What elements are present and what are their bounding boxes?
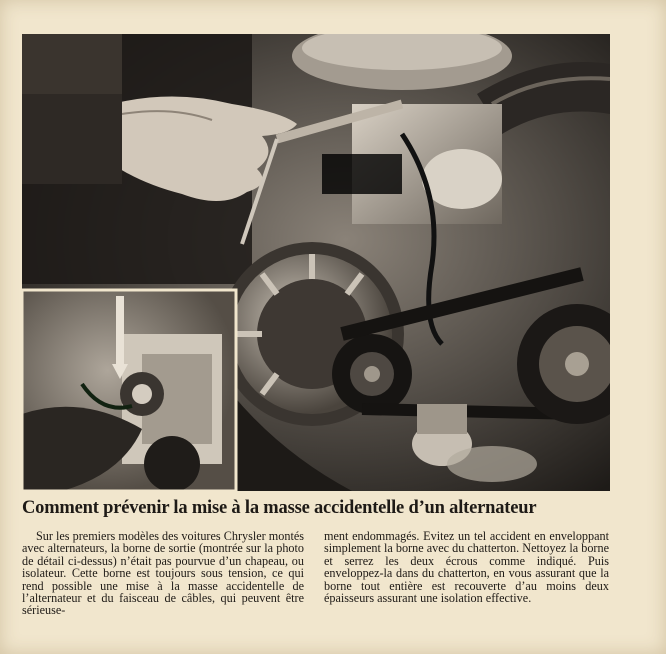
article-headline: Comment prévenir la mise à la masse accidentelle d’un alternateur bbox=[22, 498, 537, 518]
article-column-1: Sur les premiers modèles des voitures Chrysler montés avec alternateurs, la borne de sortie (montrée sur la photo de détail ci-dessus) n’était pas pourvue d’un chapeau, ou isolateur. Cette borne est toujours sous tension, ce qui rend possible une mise à la masse accidentelle de l’alternateur et du faisceau de câbles, qui peuvent être sérieuse- bbox=[22, 529, 304, 618]
article-column-2: ment endommagés. Evitez un tel accident en enveloppant simplement la borne avec du chatterton. Nettoyez la borne et serrez les deux écrous comme indiqué. Puis enveloppez-la dans du chatterton, en vous assurant que la borne tout entière est recouverte d’au moins deux épaisseurs assurant une isolation effective. bbox=[324, 529, 609, 606]
engine-photo-illustration bbox=[22, 34, 610, 491]
engine-photo bbox=[22, 34, 610, 491]
